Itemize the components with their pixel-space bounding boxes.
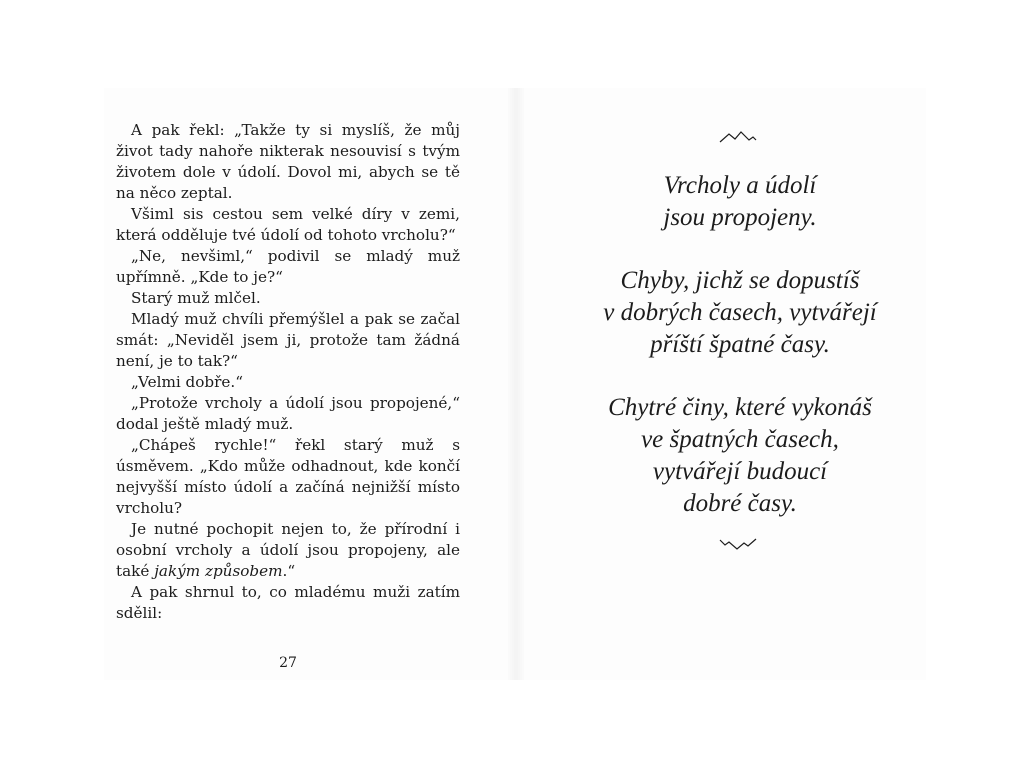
text-segment: Mladý muž chvíli přemýšlel a pak se začal smát: „Neviděl jsem ji, protože tam žádná není, je to tak?“ bbox=[116, 310, 460, 370]
quote-line: vytvářejí budoucí bbox=[652, 458, 828, 485]
paragraph bbox=[116, 309, 460, 372]
quote-line: jsou propojeny. bbox=[663, 204, 817, 231]
page-number: 27 bbox=[279, 655, 297, 671]
valley-icon bbox=[719, 537, 757, 551]
text-segment: „Ne, nevšiml,“ podivil se mladý muž upřímně. „Kde to je?“ bbox=[116, 247, 460, 286]
paragraph bbox=[116, 372, 460, 393]
text-segment: „Chápeš rychle!“ řekl starý muž s úsměvem. „Kdo může odhadnout, kde končí nejvyšší místo údolí a začíná nejnižší místo vrcholu? bbox=[116, 436, 460, 517]
quote-line: Chytré činy, které vykonáš bbox=[608, 394, 872, 421]
quote-line: v dobrých časech, vytvářejí bbox=[603, 299, 877, 326]
text-segment: .“ bbox=[282, 562, 296, 580]
quote-stanza bbox=[560, 392, 920, 520]
text-segment: Starý muž mlčel. bbox=[131, 289, 261, 307]
paragraph bbox=[116, 519, 460, 582]
paragraph bbox=[116, 288, 460, 309]
paragraph bbox=[116, 393, 460, 435]
text-segment: A pak shrnul to, co mladému muži zatím sdělil: bbox=[116, 583, 460, 622]
quote-stanza bbox=[560, 265, 920, 361]
text-segment: „Velmi dobře.“ bbox=[131, 373, 243, 391]
quote-line: Vrcholy a údolí bbox=[663, 172, 817, 199]
book-gutter bbox=[508, 88, 524, 680]
text-segment: „Protože vrcholy a údolí jsou propojené,“ dodal ještě mladý muž. bbox=[116, 394, 460, 433]
paragraph bbox=[116, 435, 460, 519]
quote-stanza bbox=[560, 170, 920, 234]
italic-text: jakým způsobem bbox=[154, 562, 283, 580]
quote-line: Chyby, jichž se dopustíš bbox=[620, 267, 860, 294]
quote-line: dobré časy. bbox=[683, 490, 797, 517]
text-segment: Všiml sis cestou sem velké díry v zemi, která odděluje tvé údolí od tohoto vrcholu?“ bbox=[116, 205, 460, 244]
quote-line: příští špatné časy. bbox=[650, 331, 830, 358]
quote-line: ve špatných časech, bbox=[641, 426, 839, 453]
paragraph bbox=[116, 120, 460, 204]
left-page-body-text bbox=[116, 120, 460, 624]
paragraph bbox=[116, 582, 460, 624]
paragraph bbox=[116, 204, 460, 246]
paragraph bbox=[116, 246, 460, 288]
right-page-quote bbox=[560, 120, 920, 551]
text-segment: Je nutné pochopit nejen to, že přírodní i osobní vrcholy a údolí jsou propojeny, ale také bbox=[116, 520, 460, 580]
text-segment: A pak řekl: „Takže ty si myslíš, že můj život tady nahoře nikterak nesouvisí s tvým životem dole v údolí. Dovol mi, abych se tě na něco zeptal. bbox=[116, 121, 460, 202]
